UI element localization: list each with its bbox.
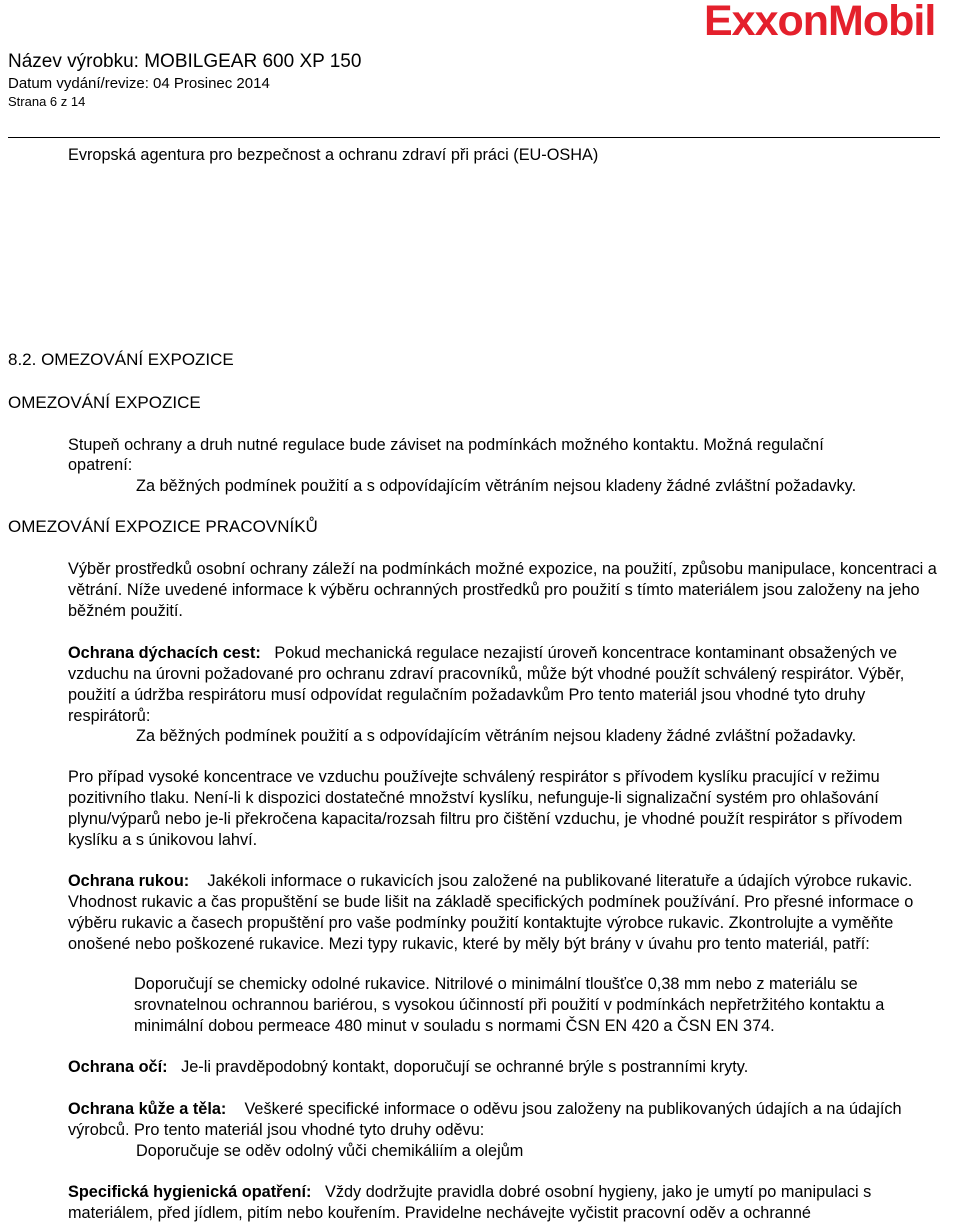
- intro-line-1: Stupeň ochrany a druh nutné regulace bude záviset na podmínkách možného kontaktu. Možná regulační: [68, 436, 824, 454]
- hands-text: Jakékoli informace o rukavicích jsou založené na publikované literatuře a údajích výrobce rukavic. Vhodnost rukavic a čas propuštění se bude lišit na základě specifických podmínek používání. Pro přesné informace o výběru rukavic a časech propuštění pro vaše podmínky použití kontaktujte výrobce rukavic. Zkontrolujte a vyměňte onošené nebo poškozené rukavice. Mezi typy rukavic, které by měly být brány v úvahu pro tento materiál, patří:: [68, 872, 914, 953]
- respiratory-indent: Za běžných podmínek použití a s odpovídajícím větráním nejsou kladeny žádné zvláštní požadavky.: [136, 727, 857, 745]
- revision-date: Datum vydání/revize: 04 Prosinec 2014: [8, 75, 270, 92]
- skin-paragraph: [68, 1099, 948, 1141]
- high-concentration-paragraph: Pro případ vysoké koncentrace ve vzduchu používejte schválený respirátor s přívodem kyslíku pracující v režimu pozitivního tlaku. Není-li k dispozici dostatečné množství kyslíku, nefunguje-li signalizační systém pro ohlašování plynu/výparů nebo je-li překročena kapacita/rozsah filtru pro čištění vzduchu, je vhodné použít respirátor s přívodem kyslíku a s únikovou lahví.: [68, 768, 903, 849]
- respiratory-label: Ochrana dýchacích cest:: [68, 644, 261, 662]
- eyes-text: Je-li pravděpodobný kontakt, doporučují se ochranné brýle s postranními kryty.: [181, 1058, 749, 1076]
- skin-label: Ochrana kůže a těla:: [68, 1100, 227, 1118]
- eyes-label: Ochrana očí:: [68, 1058, 168, 1076]
- skin-text: Veškeré specifické informace o oděvu jsou založeny na publikovaných údajích a na údajích výrobců. Pro tento materiál jsou vhodné tyto druhy oděvu:: [68, 1100, 902, 1139]
- workers-paragraph: Výběr prostředků osobní ochrany záleží na podmínkách možné expozice, na použití, způsobu manipulace, koncentraci a větrání. Níže uvedené informace k výběru ochranných prostředků pro použití s tímto materiálem jsou založeny na jeho běžném použití.: [68, 560, 937, 620]
- hygiene-label: Specifická hygienická opatření:: [68, 1183, 312, 1201]
- hands-label: Ochrana rukou:: [68, 872, 190, 890]
- product-name: Název výrobku: MOBILGEAR 600 XP 150: [8, 51, 362, 72]
- hygiene-text: Vždy dodržujte pravidla dobré osobní hygieny, jako je umytí po manipulaci s materiálem, před jídlem, pitím nebo kouřením. Pravidelne nechávejte vyčistit pracovní oděv a ochranné: [68, 1183, 872, 1222]
- hands-paragraph: [68, 871, 948, 955]
- intro-line-2: opatrení:: [68, 456, 133, 474]
- eyes-paragraph: [68, 1057, 948, 1078]
- hygiene-paragraph: [68, 1182, 948, 1224]
- hands-indent: Doporučují se chemicky odolné rukavice. Nitrilové o minimální tloušťce 0,38 mm nebo z materiálu se srovnatelnou ochrannou bariérou, s vysokou účinností při použití v podmínkách nepřetržitého kontaktu a minimální dobou permeace 480 minut v souladu s normami ČSN EN 420 a ČSN EN 374.: [134, 975, 885, 1035]
- exxonmobil-logo: [704, 0, 935, 43]
- skin-indent: Doporučuje se oděv odolný vůči chemikáliím a olejům: [136, 1142, 524, 1160]
- section-heading: 8.2. OMEZOVÁNÍ EXPOZICE: [8, 350, 234, 369]
- respiratory-text: Pokud mechanická regulace nezajistí úroveň koncentrace kontaminant obsažených ve vzduchu na úrovni požadované pro ochranu zdraví pracovníků, může být vhodné použít schválený respirátor. Výběr, použití a údržba respirátoru musí odpovídat regulačním požadavkům Pro tento materiál jsou vhodné tyto druhy respirátorů:: [68, 644, 905, 725]
- workers-heading: OMEZOVÁNÍ EXPOZICE PRACOVNÍKŮ: [8, 517, 318, 536]
- logo-text: ExxonMobil: [704, 0, 936, 45]
- page-number: Strana 6 z 14: [8, 94, 86, 109]
- header-divider: [8, 137, 940, 138]
- agency-line: Evropská agentura pro bezpečnost a ochranu zdraví při práci (EU-OSHA): [68, 146, 599, 164]
- section-subheading: OMEZOVÁNÍ EXPOZICE: [8, 393, 201, 412]
- intro-indent: Za běžných podmínek použití a s odpovídajícím větráním nejsou kladeny žádné zvláštní požadavky.: [136, 477, 857, 495]
- respiratory-paragraph: [68, 643, 948, 727]
